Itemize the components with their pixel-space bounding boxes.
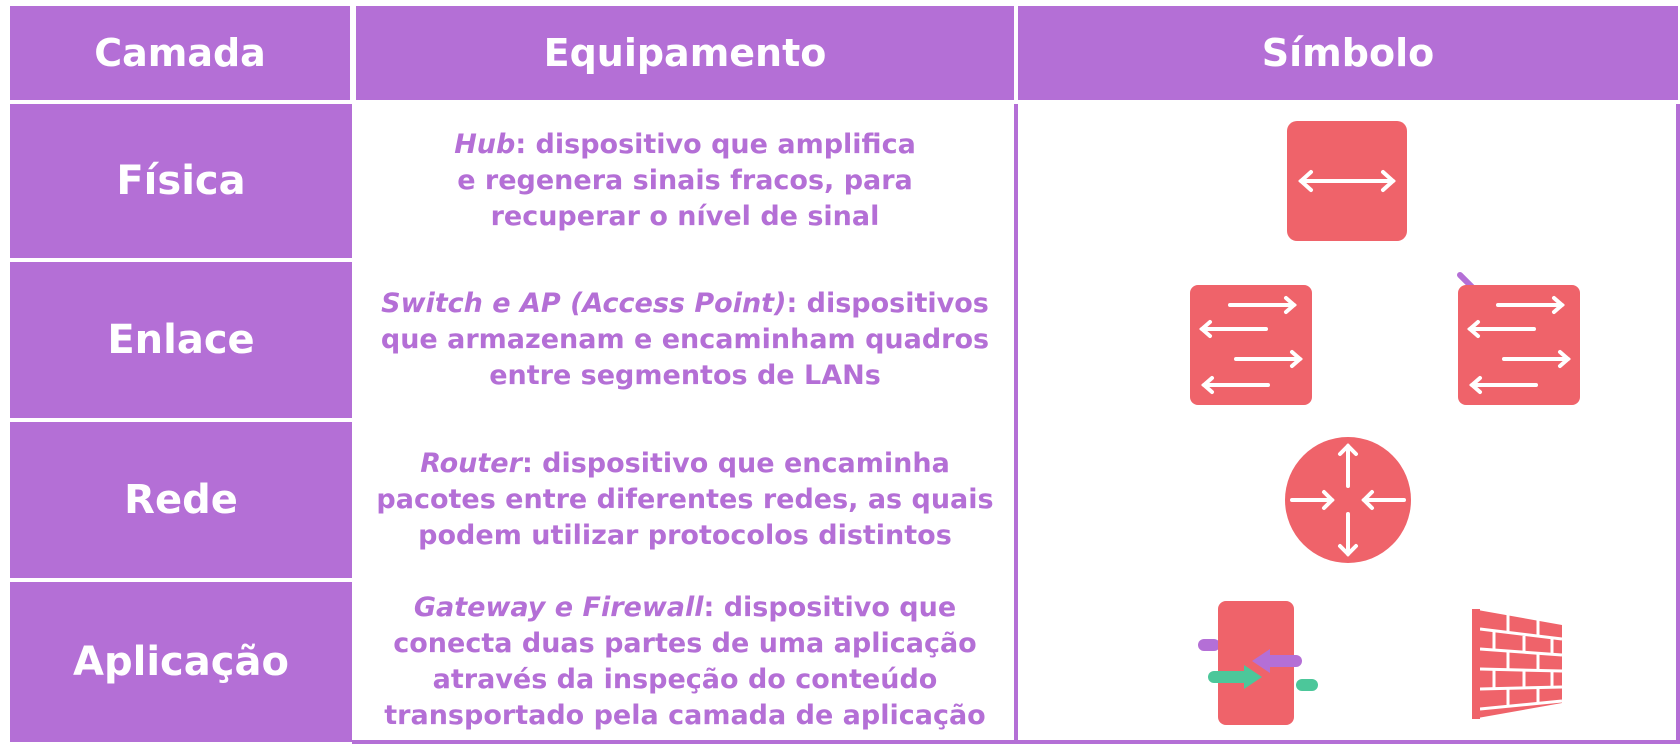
- device-name-router: Router: [420, 448, 522, 479]
- router-icon: [1282, 434, 1414, 566]
- description-line: entre segmentos de LANs: [489, 360, 881, 391]
- access-point-box: [1458, 275, 1580, 405]
- table-right-border: [1676, 104, 1680, 744]
- layer-fisica: Física: [10, 104, 352, 258]
- header-layer: Camada: [10, 6, 350, 100]
- description-line: conecta duas partes de uma aplicação: [393, 628, 977, 659]
- header-symbol: Símbolo: [1018, 6, 1678, 100]
- header-equipment: Equipamento: [356, 6, 1014, 100]
- firewall-icon: [1472, 609, 1562, 719]
- description-line: podem utilizar protocolos distintos: [418, 520, 952, 551]
- symbol-cell-router: [1018, 422, 1678, 578]
- layer-enlace: Enlace: [10, 262, 352, 418]
- description-line: e regenera sinais fracos, para: [457, 165, 913, 196]
- gateway-box: [1198, 601, 1318, 725]
- device-name-switch: Switch e AP (Access Point): [381, 288, 787, 319]
- description-line: : dispositivos: [786, 288, 989, 319]
- hub-icon: [1283, 119, 1413, 243]
- description-line: através da inspeção do conteúdo: [432, 664, 938, 695]
- description-gateway: [356, 582, 1014, 742]
- description-line: : dispositivo que encaminha: [521, 448, 950, 479]
- description-line: pacotes entre diferentes redes, as quais: [376, 484, 994, 515]
- gateway-icon: [1048, 587, 1648, 737]
- switch-icon: [1048, 265, 1648, 415]
- description-line: transportado pela camada de aplicação: [384, 700, 986, 731]
- symbol-cell-hub: [1018, 104, 1678, 258]
- switch-box: [1190, 285, 1312, 405]
- symbol-cell-switch: [1018, 262, 1678, 418]
- column-divider: [1014, 104, 1018, 744]
- device-name-gateway: Gateway e Firewall: [413, 592, 704, 623]
- description-hub: [356, 104, 1014, 258]
- description-switch: [356, 262, 1014, 418]
- description-line: : dispositivo que amplifica: [515, 129, 916, 160]
- description-line: recuperar o nível de sinal: [490, 201, 880, 232]
- table-bottom-border: [352, 740, 1680, 744]
- layer-rede: Rede: [10, 422, 352, 578]
- description-line: : dispositivo que: [703, 592, 957, 623]
- symbol-cell-gateway: [1018, 582, 1678, 742]
- description-line: que armazenam e encaminham quadros: [380, 324, 990, 355]
- description-router: [356, 422, 1014, 578]
- device-name-hub: Hub: [454, 129, 516, 160]
- layer-aplicacao: Aplicação: [10, 582, 352, 742]
